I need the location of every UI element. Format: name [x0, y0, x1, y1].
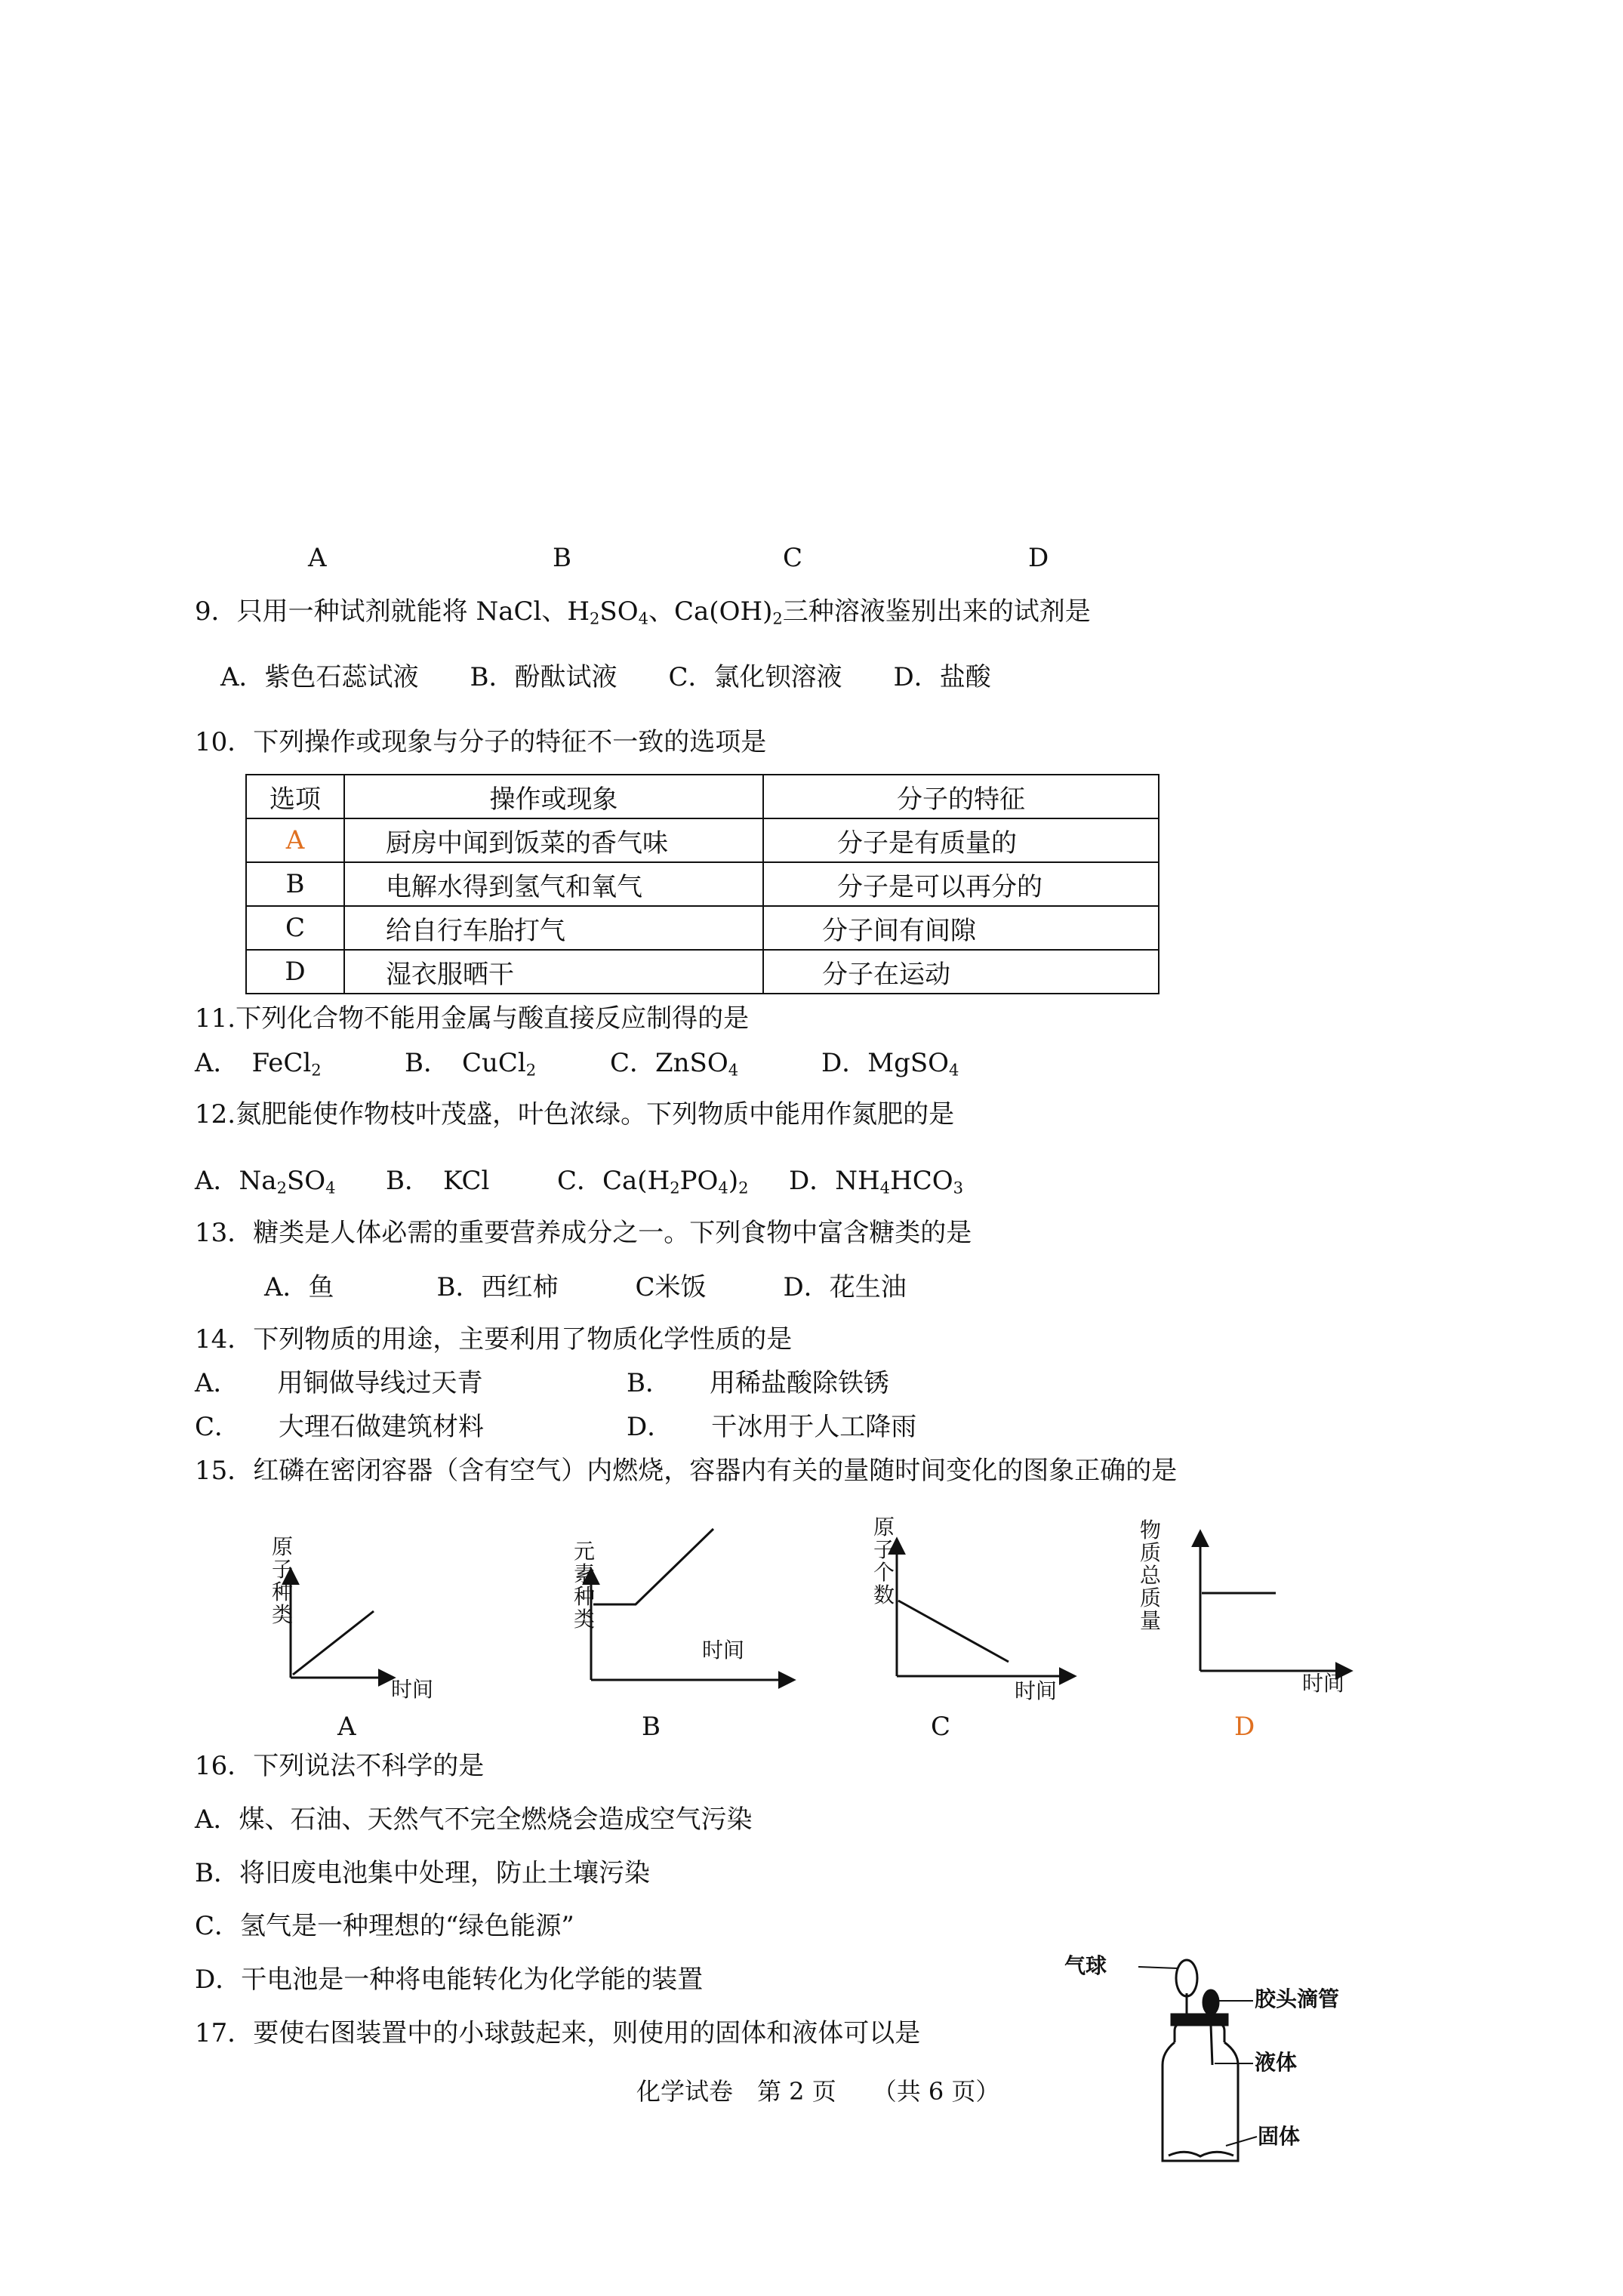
graph-b: [591, 1529, 793, 1680]
q16-stem: 16．下列说法不科学的是: [195, 1751, 485, 1781]
graph-c-xlabel: 时间: [1015, 1678, 1058, 1703]
q16-option-a: A．煤、石油、天然气不完全燃烧会造成空气污染: [195, 1804, 753, 1835]
graph-a-ylabel: 原子种类: [272, 1534, 294, 1627]
graph-b-ylabel: 元素种类: [574, 1539, 596, 1632]
q17-stem: 17．要使右图装置中的小球鼓起来，则使用的固体和液体可以是: [195, 2018, 921, 2048]
q8-label-c: C: [783, 543, 803, 573]
q12-option-c: C．$Ca(H_2PO_4)_2$: [557, 1166, 749, 1197]
graph-d-xlabel: 时间: [1302, 1671, 1345, 1696]
table-cell: 电解水得到氢气和氧气: [344, 862, 763, 906]
table-cell: 给自行车胎打气: [344, 906, 763, 950]
graph-c-ylabel: 原子个数: [873, 1515, 895, 1607]
dropper-stem: [1211, 2025, 1212, 2065]
q14-option-a: A． 用铜做导线过天青: [195, 1368, 483, 1398]
q14-option-d: D． 干冰用于人工降雨: [627, 1412, 917, 1442]
q14-option-b: B． 用稀盐酸除铁锈: [627, 1368, 889, 1398]
graph-b-caption: B: [642, 1712, 661, 1742]
q14-stem: 14．下列物质的用途，主要利用了物质化学性质的是: [195, 1324, 793, 1354]
table-cell: D: [246, 950, 344, 994]
label-balloon: 气球: [1064, 1953, 1107, 1978]
q11-option-d: D．MgSO$_4$: [821, 1048, 959, 1080]
table-header: 选项: [246, 775, 344, 818]
graph-a-xlabel: 时间: [391, 1677, 434, 1702]
q17-apparatus: [1138, 1960, 1257, 2161]
label-line-solid: [1226, 2137, 1257, 2146]
q16-option-c: C．氢气是一种理想的“绿色能源”: [195, 1911, 574, 1941]
table-cell: 分子是有质量的: [763, 818, 1159, 862]
table-cell: 分子是可以再分的: [763, 862, 1159, 906]
q12-option-a: A．$Na_2SO_4$: [195, 1166, 336, 1197]
solid-material: [1169, 2152, 1233, 2156]
q8-label-d: D: [1028, 543, 1049, 573]
q14-option-c: C． 大理石做建筑材料: [195, 1412, 485, 1442]
graph-a-line: [293, 1611, 374, 1675]
q9-options: A．紫色石蕊试液 B．酚酞试液 C．氯化钡溶液 D．盐酸: [220, 662, 991, 692]
graph-b-xlabel: 时间: [702, 1638, 745, 1663]
table-cell: 分子在运动: [763, 950, 1159, 994]
page-footer: 化学试卷 第 2 页 （共 6 页）: [636, 2077, 1000, 2106]
graph-c-line: [898, 1601, 1009, 1662]
q16-option-d: D．干电池是一种将电能转化为化学能的装置: [195, 1965, 704, 1995]
graph-d: [1200, 1533, 1350, 1671]
graph-c: [897, 1540, 1073, 1676]
q12-stem: 12.氮肥能使作物枝叶茂盛，叶色浓绿。下列物质中能用作氮肥的是: [195, 1099, 955, 1130]
q11-option-b: B． CuCl$_2$: [405, 1048, 537, 1080]
table-cell: A: [246, 818, 344, 862]
table-cell: 分子间有间隙: [763, 906, 1159, 950]
stopper: [1172, 2014, 1227, 2025]
graph-c-caption: C: [931, 1712, 951, 1742]
q16-option-b: B．将旧废电池集中处理，防止土壤污染: [195, 1858, 650, 1888]
bottle-neck: [1175, 2023, 1224, 2042]
q12-option-d: D．$NH_4HCO_3$: [789, 1166, 964, 1197]
q11-stem: 11.下列化合物不能用金属与酸直接反应制得的是: [195, 1003, 750, 1034]
table-header: 分子的特征: [763, 775, 1159, 818]
label-liquid: 液体: [1255, 2050, 1298, 2075]
q8-label-b: B: [553, 543, 571, 573]
table-cell: B: [246, 862, 344, 906]
q9-stem: 9．只用一种试剂就能将 NaCl、$H_2SO_4$、$Ca(OH)_2$三种溶液鉴别出来的试剂是: [195, 596, 1091, 628]
q11-option-c: C．ZnSO$_4$: [610, 1048, 739, 1080]
graph-d-caption: D: [1234, 1712, 1255, 1742]
table-cell: 厨房中闻到饭菜的香气味: [344, 818, 763, 862]
q10-stem: 10．下列操作或现象与分子的特征不一致的选项是: [195, 727, 767, 757]
q13-options: A．鱼 B．西红柿 C米饭 D．花生油: [264, 1272, 907, 1302]
dropper-bulb: [1203, 1990, 1218, 2014]
balloon: [1176, 1960, 1197, 1996]
label-line-balloon: [1138, 1967, 1178, 1968]
label-dropper: 胶头滴管: [1255, 1986, 1340, 2011]
table-cell: 湿衣服晒干: [344, 950, 763, 994]
bottle-body: [1163, 2042, 1238, 2161]
q15-stem: 15．红磷在密闭容器（含有空气）内燃烧，容器内有关的量随时间变化的图象正确的是: [195, 1456, 1178, 1486]
q13-stem: 13．糖类是人体必需的重要营养成分之一。下列食物中富含糖类的是: [195, 1218, 972, 1248]
graph-b-line: [593, 1529, 713, 1604]
q8-label-a: A: [308, 543, 327, 573]
q11-option-a: A． FeCl$_2$: [195, 1048, 322, 1080]
label-solid: 固体: [1258, 2124, 1301, 2149]
graph-a-caption: A: [337, 1712, 356, 1742]
graph-a: [291, 1570, 393, 1678]
graph-d-ylabel: 物质总质量: [1140, 1518, 1162, 1633]
table-cell: C: [246, 906, 344, 950]
table-header: 操作或现象: [344, 775, 763, 818]
q12-option-b: B． KCl: [386, 1166, 490, 1196]
